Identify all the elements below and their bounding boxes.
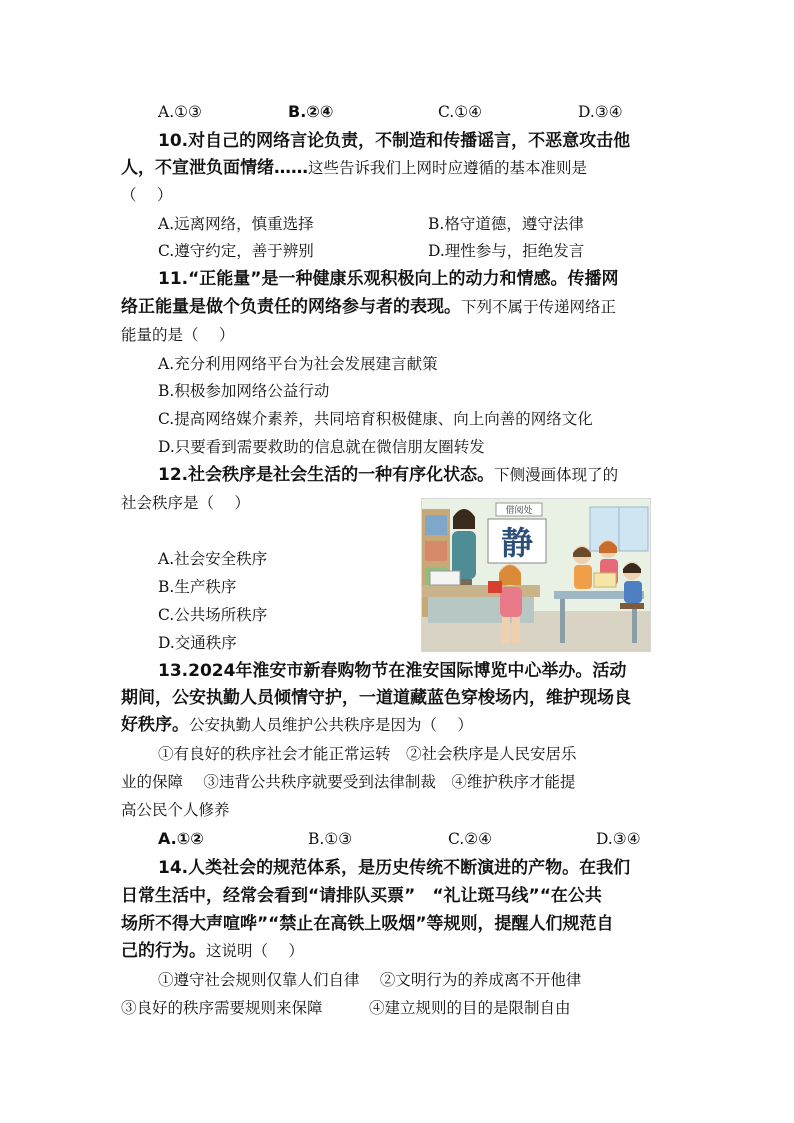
q14-statements-line1: ①遵守社会规则仅靠人们自律 ②文明行为的养成离不开他律: [158, 971, 582, 989]
q13-stem-line1: 13.2024年淮安市新春购物节在淮安国际博览中心举办。活动: [158, 661, 627, 681]
q14-stem-line4-normal: 这说明（ ）: [206, 942, 304, 960]
q9-option-c: C.①④: [438, 103, 483, 121]
q10-stem-line2-bold: 人，不宣泄负面情绪……: [121, 158, 308, 178]
q14-stem-line1: 14.人类社会的规范体系，是历史传统不断演进的产物。在我们: [158, 858, 631, 878]
q10-stem-line2-normal: 这些告诉我们上网时应遵循的基本准则是: [308, 159, 588, 177]
q11-stem-line2-normal: 下列不属于传递网络正: [461, 298, 617, 316]
q13-statements-line1: ①有良好的秩序社会才能正常运转 ②社会秩序是人民安居乐: [158, 745, 577, 763]
library-quiet-comic: [421, 498, 651, 652]
q14-stem-line4-bold: 己的行为。: [121, 941, 206, 961]
q11-option-b: B.积极参加网络公益行动: [158, 382, 330, 400]
q13-option-d: D.③④: [596, 830, 641, 848]
q13-stem-line3: [121, 712, 473, 738]
q13-stem-line3-bold: 好秩序。: [121, 715, 189, 735]
q9-option-a: A.①③: [158, 103, 202, 121]
q10-option-a: A.远离网络，慎重选择: [158, 215, 314, 233]
comic-sign-small: 借阅处: [505, 506, 533, 516]
q11-option-a: A.充分利用网络平台为社会发展建言献策: [158, 355, 438, 373]
q13-option-a: A.①②: [158, 829, 204, 848]
q11-option-c: C.提高网络媒介素养，共同培育积极健康、向上向善的网络文化: [158, 410, 593, 428]
q10-option-c: C.遵守约定，善于辨别: [158, 242, 314, 260]
comic-sign-big: 静: [500, 524, 534, 562]
q12-stem-line1-bold: 12.社会秩序是社会生活的一种有序化状态。: [158, 465, 495, 485]
q11-stem-line1: 11.“正能量”是一种健康乐观积极向上的动力和情感。传播网: [158, 269, 619, 289]
q11-stem-line3: 能量的是（ ）: [121, 326, 235, 344]
q10-stem-line2: [121, 155, 587, 181]
q14-stem-line2: 日常生活中，经常会看到“请排队买票” “礼让斑马线”“在公共: [121, 886, 602, 906]
q12-stem-line1-normal: 下侧漫画体现了的: [494, 466, 619, 484]
q11-stem-line2-bold: 络正能量是做个负责任的网络参与者的表现。: [121, 297, 461, 317]
q14-stem-line3: 场所不得大声喧哗”“禁止在高铁上吸烟”等规则，提醒人们规范自: [121, 914, 614, 934]
q10-option-d: D.理性参与，拒绝发言: [428, 242, 585, 260]
q11-option-d: D.只要看到需要救助的信息就在微信朋友圈转发: [158, 438, 485, 456]
q13-statements-line3: 高公民个人修养: [121, 801, 230, 819]
q13-statements-line2: 业的保障 ③违背公共秩序就要受到法律制裁 ④维护秩序才能提: [121, 773, 576, 791]
q13-stem-line3-normal: 公安执勤人员维护公共秩序是因为（ ）: [189, 716, 473, 734]
q11-stem-line2: [121, 294, 616, 320]
q13-option-b: B.①③: [308, 830, 353, 848]
comic-drawing: [422, 499, 650, 651]
q10-stem-line1: 10.对自己的网络言论负责，不制造和传播谣言，不恶意攻击他: [158, 131, 631, 151]
q13-stem-line2: 期间，公安执勤人员倾情守护，一道道藏蓝色穿梭场内，维护现场良: [121, 688, 631, 708]
q12-stem-line2: 社会秩序是（ ）: [121, 494, 250, 512]
q13-option-c: C.②④: [448, 830, 493, 848]
q14-stem-line4: [121, 938, 304, 964]
q12-stem-line1: [158, 462, 618, 488]
q10-option-b: B.格守道德，遵守法律: [428, 215, 584, 233]
q10-stem-line3: （ ）: [121, 186, 173, 204]
q12-option-d: D.交通秩序: [158, 634, 237, 652]
q14-statements-line2: ③良好的秩序需要规则来保障 ④建立规则的目的是限制自由: [121, 999, 571, 1017]
q9-option-b: B.②④: [288, 102, 334, 121]
q12-option-a: A.社会安全秩序: [158, 550, 268, 568]
q12-option-c: C.公共场所秩序: [158, 606, 268, 624]
q12-option-b: B.生产秩序: [158, 578, 237, 596]
q9-option-d: D.③④: [578, 103, 623, 121]
